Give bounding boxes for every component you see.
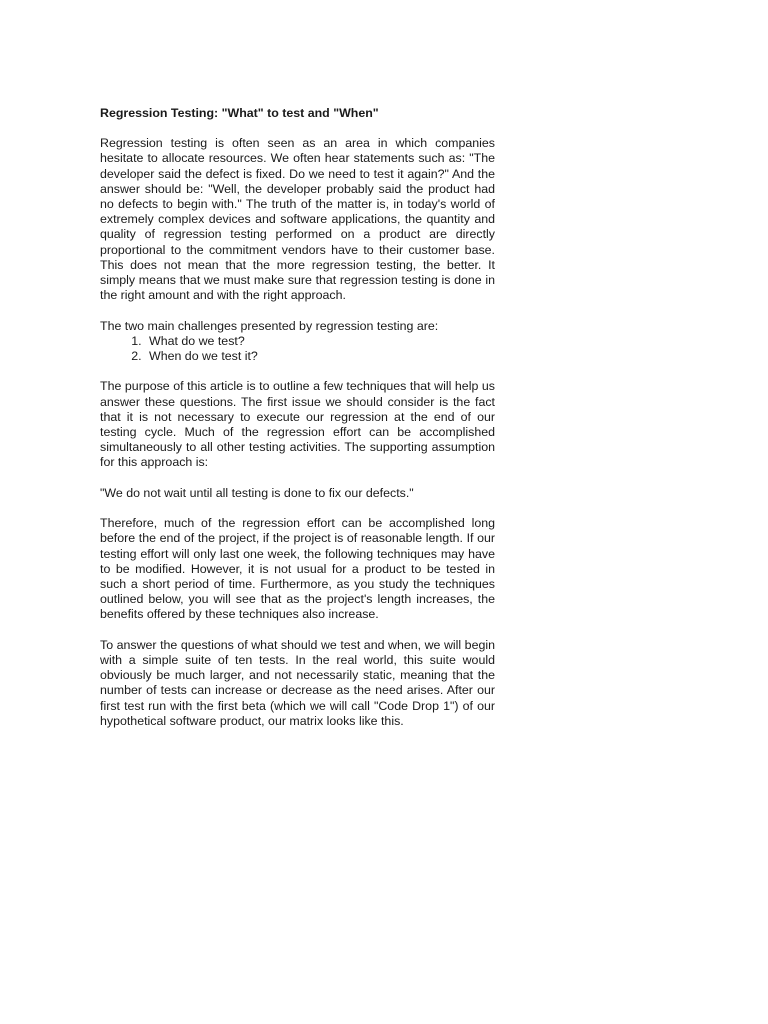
paragraph-therefore: Therefore, much of the regression effort can be accomplished long before the end of the project, if the project is of reasonable length. If our testing effort will only last one week, the following techniques may have to be modified. However, it is not usual for a product to be tested in such a short period of time. Furthermore, as you study the techniques outlined below, you will see that as the project's length increases, the benefits offered by these techniques also increase. (100, 516, 495, 622)
document-body (100, 106, 495, 744)
list-item: 2. When do we test it? (145, 349, 495, 364)
list-item: 1. What do we test? (145, 334, 495, 349)
challenges-list (100, 334, 495, 364)
challenges-intro: The two main challenges presented by regression testing are: (100, 318, 439, 333)
paragraph-purpose: The purpose of this article is to outline a few techniques that will help us answer these questions. The first issue we should consider is the fact that it is not necessary to execute our regression at the end of our testing cycle. Much of the regression effort can be accomplished simultaneously to all other testing activities. The supporting assumption for this approach is: (100, 379, 495, 470)
paragraph-intro: Regression testing is often seen as an area in which companies hesitate to allocate resources. We often hear statements such as: "The developer said the defect is fixed. Do we need to test it again?" And the answer should be: "Well, the developer probably said the product had no defects to begin with." The truth of the matter is, in today's world of extremely complex devices and software applications, the quantity and quality of regression testing performed on a product are directly proportional to the commitment vendors have to their customer base. This does not mean that the more regression testing, the better. It simply means that we must make sure that regression testing is done in the right amount and with the right approach. (100, 136, 495, 303)
document-title: Regression Testing: "What" to test and "When" (100, 106, 379, 120)
paragraph-answer: To answer the questions of what should we test and when, we will begin with a simple suite of ten tests. In the real world, this suite would obviously be much larger, and not necessarily static, meaning that the number of tests can increase or decrease as the need arises. After our first test run with the first beta (which we will call "Code Drop 1") of our hypothetical software product, our matrix looks like this. (100, 637, 495, 728)
quote: "We do not wait until all testing is done to fix our defects." (100, 485, 414, 500)
